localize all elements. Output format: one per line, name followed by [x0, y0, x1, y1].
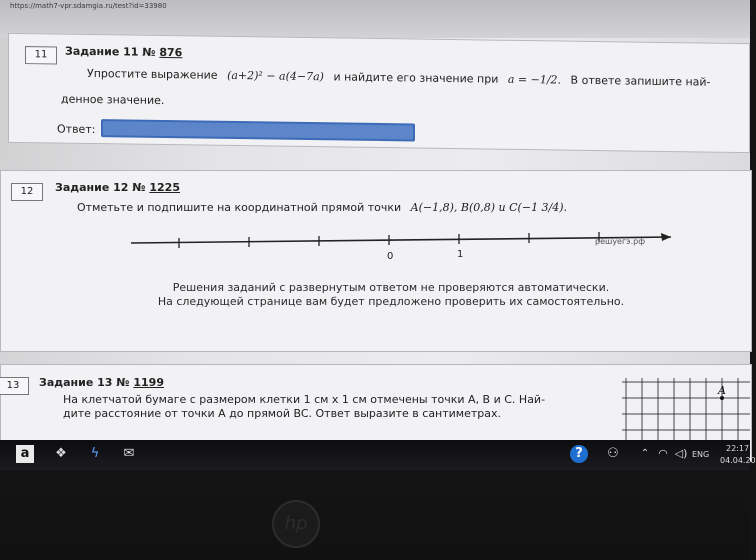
- text: Отметьте и подпишите на координатной прямой точки: [77, 201, 402, 214]
- text-before: Упростите выражение: [87, 66, 218, 82]
- note-line2: На следующей странице вам будет предложено проверить их самостоятельно.: [157, 295, 625, 308]
- task-title-prefix: Задание 12 №: [55, 181, 146, 194]
- language-indicator[interactable]: ENG: [692, 450, 710, 459]
- task-number-box: 11: [25, 46, 57, 64]
- task-link[interactable]: 1225: [149, 181, 180, 194]
- task-text-line1: [87, 67, 711, 89]
- hp-logo: hp: [272, 500, 320, 548]
- task-title: [65, 45, 182, 60]
- task-text: [77, 201, 567, 214]
- task-text-line1: На клетчатой бумаге с размером клетки 1 см x 1 см отмечены точки A, B и C. Най-: [63, 393, 546, 406]
- coordinate-line[interactable]: [131, 231, 671, 261]
- watermark: решуегэ.рф: [595, 237, 646, 246]
- task-text-line2: денное значение.: [61, 92, 165, 108]
- task-title: [39, 376, 164, 389]
- browser-bar: [0, 0, 750, 38]
- task-text-line2: дите расстояние от точки A до прямой BC. Ответ выразите в сантиметрах.: [63, 407, 502, 420]
- lightning-icon[interactable]: ϟ: [90, 446, 100, 461]
- answer-label: Ответ:: [57, 122, 96, 137]
- task-number-box: 13: [0, 377, 29, 395]
- axis-label-1: 1: [457, 249, 464, 260]
- task-title: [55, 181, 180, 194]
- clock-date[interactable]: 04.04.20: [720, 456, 756, 465]
- taskbar: [0, 440, 756, 470]
- task-11-card: [8, 33, 750, 153]
- text-middle: и найдите его значение при: [333, 70, 499, 86]
- axis-ticks: [179, 232, 599, 248]
- note-line1: Решения заданий с развернутым ответом не проверяются автоматически.: [172, 281, 610, 294]
- help-icon[interactable]: ?: [570, 445, 588, 463]
- axis-label-0: 0: [387, 251, 394, 262]
- grid-figure: [622, 378, 750, 442]
- wifi-icon[interactable]: ◠: [658, 447, 668, 460]
- url-text[interactable]: https://math7-vpr.sdamgia.ru/test?id=33980: [10, 2, 167, 10]
- grid-label-a: A: [718, 384, 726, 397]
- answer-input[interactable]: [101, 119, 415, 141]
- text-after: В ответе запишите най-: [570, 73, 711, 89]
- task-title-prefix: Задание 13 №: [39, 376, 130, 389]
- a-value: a = −1/2.: [507, 72, 562, 87]
- task-link[interactable]: 1199: [133, 376, 164, 389]
- task-title-prefix: Задание 11 №: [65, 44, 156, 59]
- task-number-box: 12: [11, 183, 43, 201]
- points: A(−1,8), B(0,8) и C(−1 3/4).: [410, 201, 568, 214]
- dropbox-icon[interactable]: ❖: [55, 446, 67, 461]
- clock-time[interactable]: 22:17: [726, 444, 750, 453]
- task-link[interactable]: 876: [159, 45, 183, 60]
- axis-arrow: [661, 233, 671, 241]
- axis-line: [131, 237, 671, 243]
- amazon-icon[interactable]: a: [16, 445, 34, 463]
- mail-icon[interactable]: ✉: [123, 446, 135, 461]
- chevron-up-icon[interactable]: ⌃: [640, 448, 650, 459]
- people-icon[interactable]: ⚇: [607, 446, 619, 461]
- volume-icon[interactable]: ◁): [674, 447, 688, 460]
- task-12-card: [0, 170, 752, 352]
- expression: (a+2)² − a(4−7a): [227, 68, 324, 84]
